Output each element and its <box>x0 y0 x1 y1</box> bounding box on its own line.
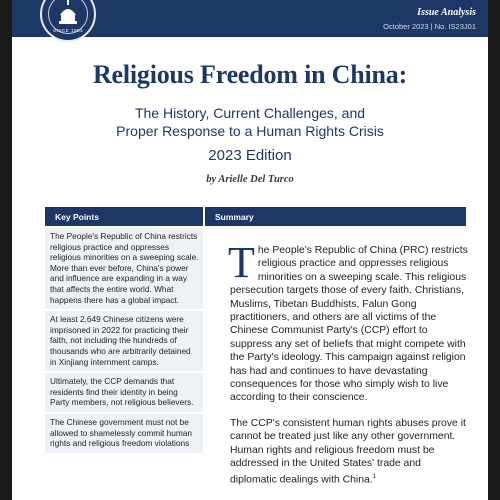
key-point-item: At least 2,649 Chinese citizens were imprisoned in 2022 for practicing their faith, not including the hundreds of thousands who are arbitrarily detained in Xinjiang internment camps. <box>45 311 203 373</box>
document-page <box>12 0 488 500</box>
key-points-list <box>45 228 203 455</box>
document-subtitle <box>72 104 428 140</box>
summary-paragraph-2-text: The CCP's consistent human rights abuses prove it cannot be treated just like any other government. Human rights and religious freedom must be addressed in the United States' trade and diplomatic dealings with China. <box>230 417 466 485</box>
summary-paragraph-1-text: he People's Republic of China (PRC) restricts religious practice and oppresses religious minorities on a sweeping scale. This religious persecution targets those of every faith. Christians, Muslims, Tibetan Buddhists, Falun Gong practitioners, and others are all victims of the Chinese Communist Party's (CCP) effort to suppress any set of beliefs that might compete with the Party's ideology. This campaign against religion has had and continues to have devastating consequences for those who simply wish to live according to their conscience. <box>230 245 468 404</box>
summary-paragraph-2 <box>230 417 470 487</box>
summary-paragraph-1 <box>228 238 470 405</box>
issue-meta: October 2023 | No. IS23J01 <box>383 22 476 31</box>
author-byline: by Arielle Del Turco <box>206 174 294 185</box>
key-points-heading: Key Points <box>45 207 203 226</box>
key-point-item: Ultimately, the CCP demands that residents find their identity in being Party members, not religious believers. <box>45 373 203 414</box>
issue-label: Issue Analysis <box>417 7 476 18</box>
key-point-item: The People's Republic of China restricts religious practice and oppresses religious minorities on a sweeping scale. More than ever before, China's power and influence are expanding in a way that affects the entire world. What happens there has a global impact. <box>45 228 203 311</box>
subtitle-line-1: The History, Current Challenges, and <box>134 105 366 121</box>
summary-body <box>228 238 470 498</box>
document-title: Religious Freedom in China: <box>92 60 408 89</box>
seal-since-text: SINCE 1983 <box>52 28 83 33</box>
footnote-marker[interactable]: 1 <box>372 473 377 480</box>
subtitle-line-2: Proper Response to a Human Rights Crisis <box>116 123 384 139</box>
key-point-item: The Chinese government must not be allowed to shamelessly commit human rights and religious freedom violations <box>45 414 203 455</box>
drop-cap: T <box>228 238 255 287</box>
summary-heading: Summary <box>205 207 466 226</box>
edition-label: 2023 Edition <box>208 147 292 164</box>
